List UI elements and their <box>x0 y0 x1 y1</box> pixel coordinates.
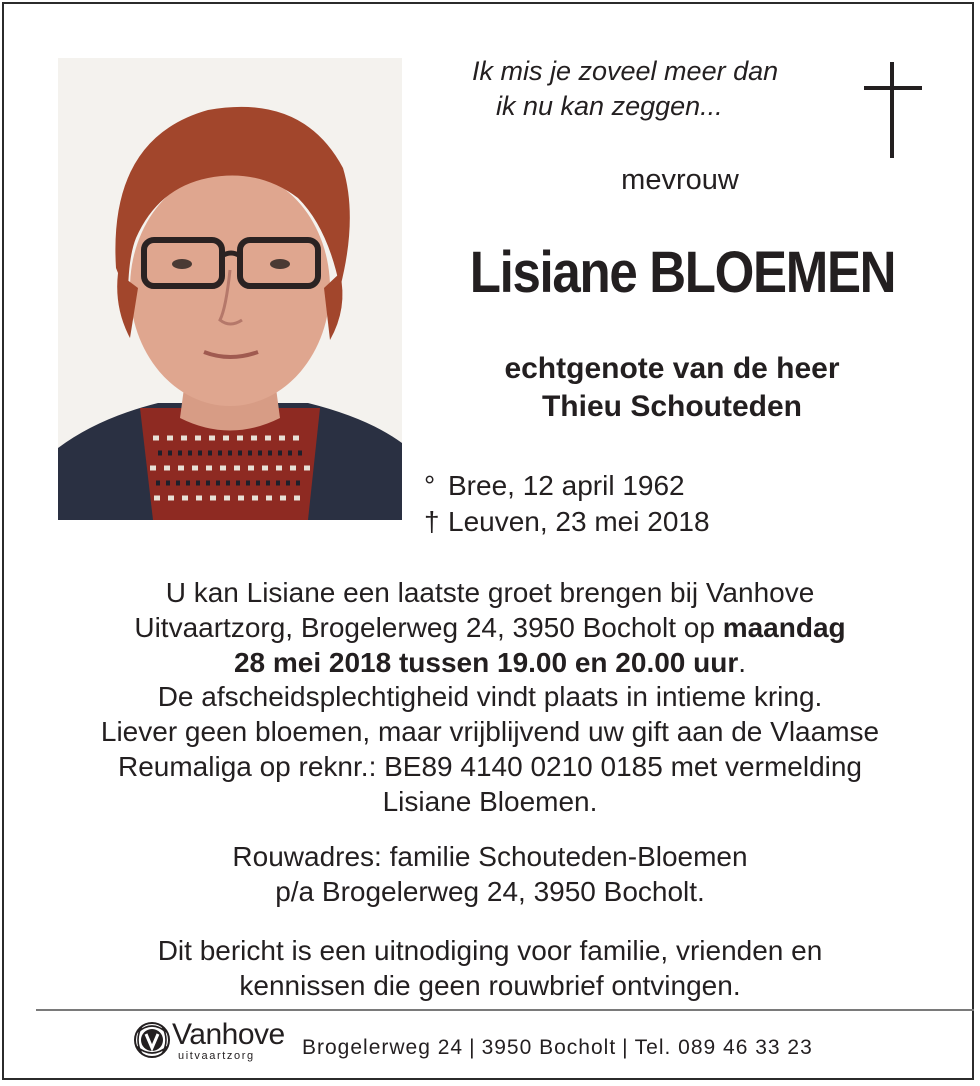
mourning-address-line-2: p/a Brogelerweg 24, 3950 Bocholt. <box>275 875 705 907</box>
footer-city: 3950 Bocholt <box>481 1036 617 1059</box>
quote-line-1: Ik mis je zoveel meer dan <box>472 56 779 86</box>
vanhove-logo-icon <box>130 1018 174 1062</box>
logo-subtitle: uitvaartzorg <box>178 1050 255 1062</box>
visitation-line-2 <box>40 611 940 646</box>
footer-address: Brogelerweg 24 <box>302 1036 464 1059</box>
life-dates <box>424 468 710 540</box>
spouse-info <box>432 350 912 426</box>
visitation-datetime: 28 mei 2018 tussen 19.00 en 20.00 uur <box>233 646 739 678</box>
vanhove-logo <box>130 1016 290 1066</box>
footer-phone: Tel. 089 46 33 23 <box>634 1036 813 1059</box>
birth-text: Bree, 12 april 1962 <box>448 470 685 501</box>
quote-line-2: ik nu kan zeggen... <box>496 91 723 121</box>
visitation-line-1: U kan Lisiane een laatste groet brengen bij Vanhove <box>165 577 815 608</box>
spouse-line-2: Thieu Schouteden <box>541 390 802 423</box>
footer-separator: | <box>469 1036 476 1059</box>
visitation-line-4: De afscheidsplechtigheid vindt plaats in intieme kring. <box>157 681 823 713</box>
notice-line-2: kennissen die geen rouwbrief ontvingen. <box>239 969 741 1001</box>
mourning-address-line-1: Rouwadres: familie Schouteden-Bloemen <box>232 841 748 872</box>
footer-separator: | <box>622 1036 629 1059</box>
visitation-day: maandag <box>722 611 846 643</box>
visitation-line-3 <box>40 646 940 681</box>
death-text: Leuven, 23 mei 2018 <box>448 506 710 537</box>
birth-symbol: ° <box>424 470 436 501</box>
mourning-address <box>40 840 940 910</box>
visitation-line-2-text: Uitvaartzorg, Brogelerweg 24, 3950 Bocholt op <box>134 611 723 643</box>
invitation-notice <box>40 934 940 1004</box>
cross-icon <box>864 62 922 163</box>
quote <box>430 54 850 124</box>
portrait-photo <box>58 58 402 520</box>
logo-name: Vanhove <box>172 1018 285 1051</box>
visitation-line-7: Lisiane Bloemen. <box>382 785 598 817</box>
birth-date <box>424 468 710 504</box>
footer-divider <box>36 1009 974 1011</box>
deceased-name: Lisiane BLOEMEN <box>469 240 896 305</box>
footer-contact <box>302 1036 813 1060</box>
notice-line-1: Dit bericht is een uitnodiging voor familie, vrienden en <box>157 935 823 966</box>
visitation-line-3-suffix: . <box>738 646 747 678</box>
visitation-line-5: Liever geen bloemen, maar vrijblijvend uw gift aan de Vlaamse <box>100 716 880 748</box>
visitation-line-6: Reumaliga op reknr.: BE89 4140 0210 0185 met vermelding <box>117 750 863 782</box>
death-date <box>424 504 710 540</box>
honorific: mevrouw <box>621 164 739 196</box>
visitation-paragraph <box>40 576 940 820</box>
spouse-line-1: echtgenote van de heer <box>504 352 840 385</box>
death-symbol: † <box>424 506 440 537</box>
